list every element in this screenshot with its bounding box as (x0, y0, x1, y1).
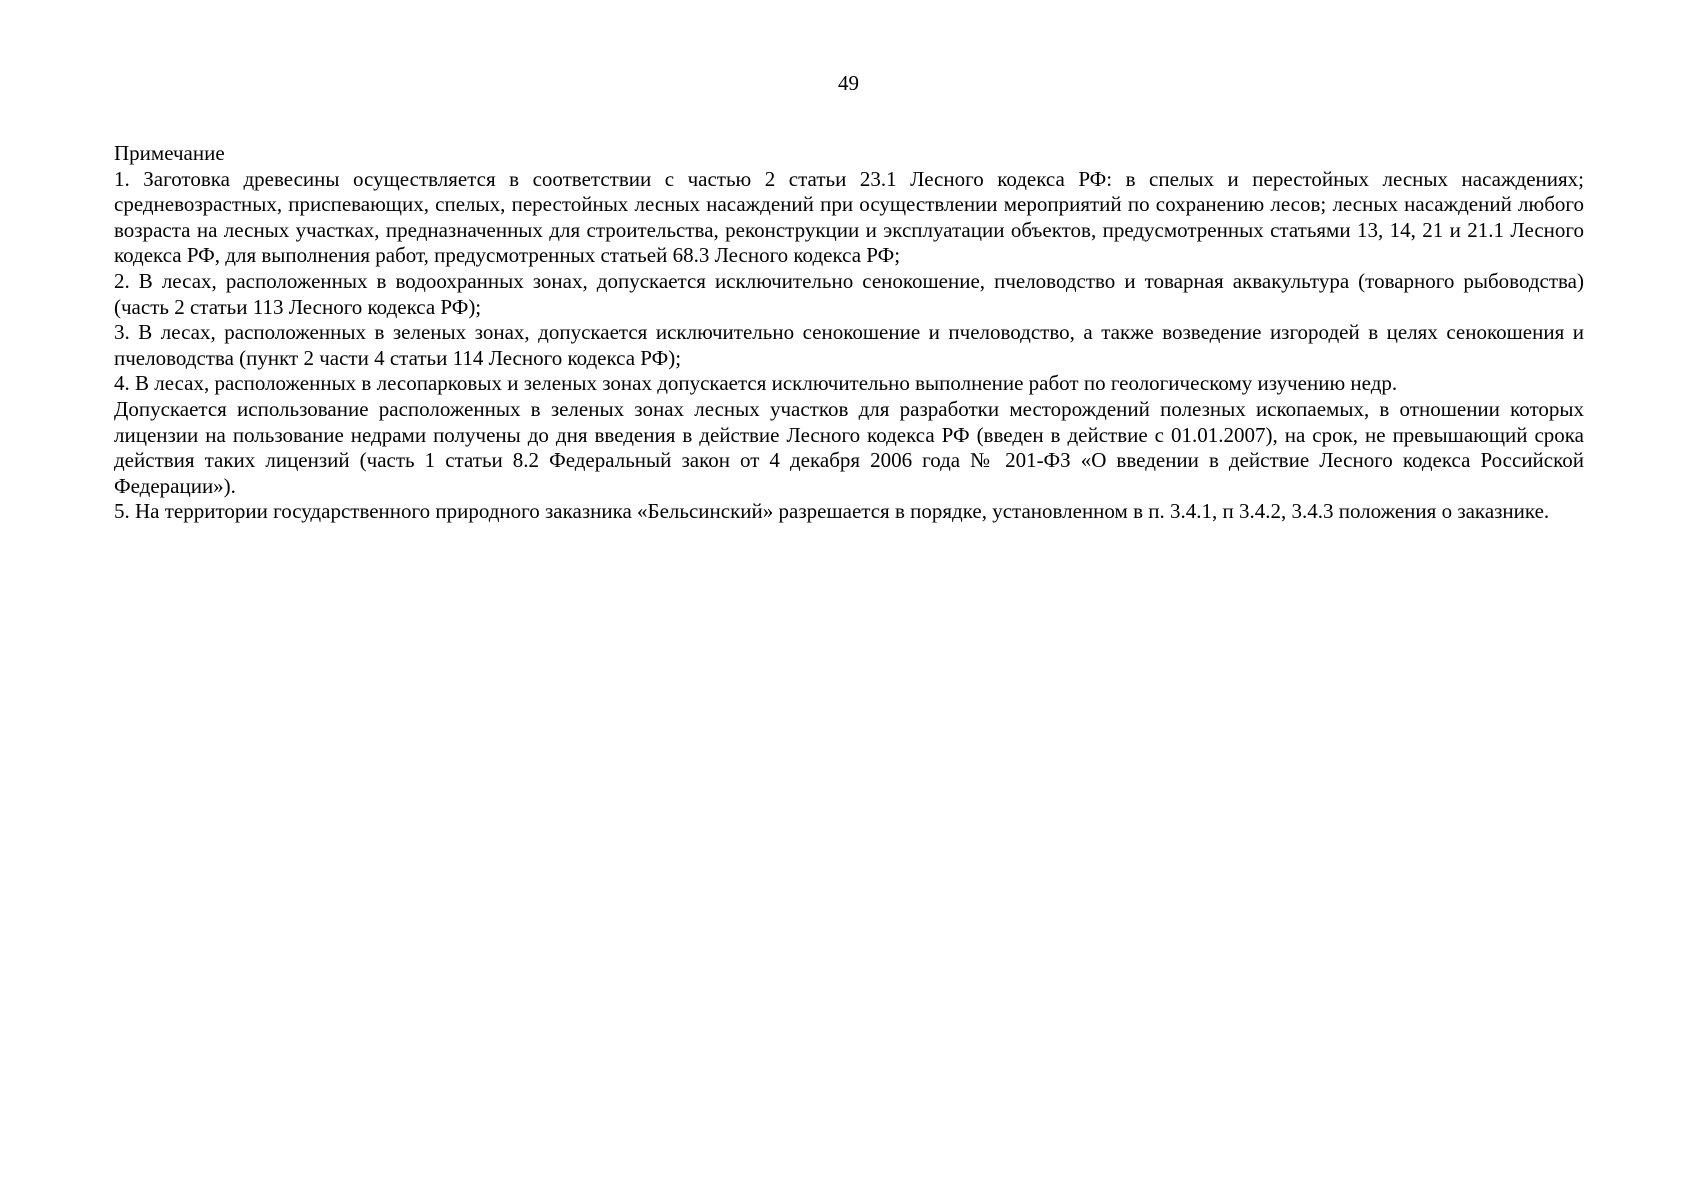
note-paragraph-4: 4. В лесах, расположенных в лесопарковых и зеленых зонах допускается исключительно выполнение работ по геологическому изучению недр. (114, 371, 1398, 396)
notes-section (114, 141, 1584, 525)
note-paragraph-4-continuation: Допускается использование расположенных в зеленых зонах лесных участков для разработки месторождений полезных ископаемых, в отношении которых лицензии на пользование недрами получены до дня введения в действие Лесного кодекса РФ (введен в действие с 01.01.2007), на срок, не превышающий срока действия таких лицензий (часть 1 статьи 8.2 Федеральный закон от 4 декабря 2006 года № 201-ФЗ «О введении в действие Лесного кодекса Российской Федерации»). (114, 396, 1584, 498)
note-paragraph-3: 3. В лесах, расположенных в зеленых зонах, допускается исключительно сенокошение и пчеловодство, а также возведение изгородей в целях сенокошения и пчеловодства (пункт 2 части 4 статьи 114 Лесного кодекса РФ); (114, 320, 1584, 370)
note-paragraph-1: 1. Заготовка древесины осуществляется в соответствии с частью 2 статьи 23.1 Лесного кодекса РФ: в спелых и перестойных лесных насаждениях; средневозрастных, приспевающих, спелых, перестойных лесных насаждений при осуществлении мероприятий по сохранению лесов; лесных насаждений любого возраста на лесных участках, предназначенных для строительства, реконструкции и эксплуатации объектов, предусмотренных статьями 13, 14, 21 и 21.1 Лесного кодекса РФ, для выполнения работ, предусмотренных статьей 68.3 Лесного кодекса РФ; (114, 166, 1584, 268)
note-paragraph-2: 2. В лесах, расположенных в водоохранных зонах, допускается исключительно сенокошение, пчеловодство и товарная аквакультура (товарного рыбоводства) (часть 2 статьи 113 Лесного кодекса РФ); (114, 268, 1584, 319)
notes-heading: Примечание (114, 141, 225, 165)
page-number: 49 (838, 71, 859, 95)
note-paragraph-5: 5. На территории государственного природного заказника «Бельсинский» разрешается в порядке, установленном в п. 3.4.1, п 3.4.2, 3.4.3 положения о заказнике. (114, 499, 1550, 524)
